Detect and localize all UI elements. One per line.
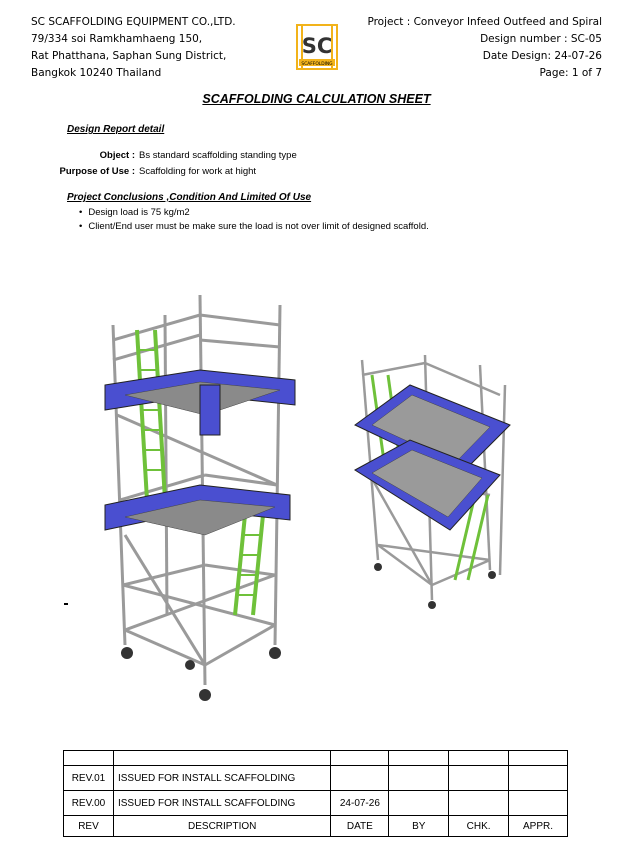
- header-by: BY: [389, 816, 449, 837]
- object-value: Bs standard scaffolding standing type: [139, 150, 297, 161]
- empty-cell: [331, 751, 389, 766]
- company-address-line-1: 79/334 soi Ramkhamhaeng 150,: [31, 33, 203, 45]
- rev-cell: REV.00: [64, 791, 114, 816]
- header-appr: APPR.: [509, 816, 568, 837]
- purpose-label: Purpose of Use :: [59, 166, 135, 177]
- conclusions-list: [79, 206, 429, 234]
- logo-letters: SC: [301, 34, 333, 58]
- wheels: [374, 563, 496, 609]
- design-report-heading: Design Report detail: [67, 124, 165, 135]
- table-row: [64, 791, 568, 816]
- by-cell: [389, 791, 449, 816]
- header-description: DESCRIPTION: [113, 816, 330, 837]
- ladder-lower: [235, 515, 263, 615]
- header-date: DATE: [331, 816, 389, 837]
- logo-caption: SCAFFOLDING: [301, 62, 333, 67]
- date-design: Date Design: 24-07-26: [482, 50, 602, 62]
- empty-cell: [449, 751, 509, 766]
- chk-cell: [449, 766, 509, 791]
- page-number: Page: 1 of 7: [539, 67, 602, 79]
- by-cell: [389, 766, 449, 791]
- header-chk: CHK.: [449, 816, 509, 837]
- empty-cell: [509, 751, 568, 766]
- company-name: SC SCAFFOLDING EQUIPMENT CO.,LTD.: [31, 16, 236, 28]
- purpose-value: Scaffolding for work at hight: [139, 166, 257, 177]
- description-cell: ISSUED FOR INSTALL SCAFFOLDING: [113, 791, 330, 816]
- appr-cell: [509, 766, 568, 791]
- empty-cell: [389, 751, 449, 766]
- list-item: • Design load is 75 kg/m2: [79, 206, 429, 220]
- company-address-line-3: Bangkok 10240 Thailand: [31, 67, 162, 79]
- project-block: [367, 14, 602, 82]
- stray-mark: [64, 603, 68, 605]
- company-block: [31, 14, 236, 82]
- scaffold-front-view-drawing: [95, 285, 310, 705]
- table-row: [64, 766, 568, 791]
- revision-table: [63, 750, 568, 837]
- company-logo: [296, 24, 338, 70]
- design-number: Design number : SC-05: [480, 33, 602, 45]
- conclusions-heading: Project Conclusions ,Condition And Limited Of Use: [67, 192, 312, 203]
- table-header-row: [64, 816, 568, 837]
- upper-platform: [105, 370, 295, 435]
- empty-cell: [64, 751, 114, 766]
- empty-cell: [113, 751, 330, 766]
- rev-cell: REV.01: [64, 766, 114, 791]
- list-item: • Client/End user must be make sure the load is not over limit of designed scaffold.: [79, 220, 429, 234]
- header-rev: REV: [64, 816, 114, 837]
- wheels: [121, 647, 281, 701]
- description-cell: ISSUED FOR INSTALL SCAFFOLDING: [113, 766, 330, 791]
- table-row: [64, 751, 568, 766]
- scaffold-iso-view-drawing: [350, 345, 520, 610]
- date-cell: [331, 766, 389, 791]
- chk-cell: [449, 791, 509, 816]
- page-title: SCAFFOLDING CALCULATION SHEET: [202, 92, 431, 106]
- project-name: Project : Conveyor Infeed Outfeed and Spiral: [367, 16, 602, 28]
- company-address-line-2: Rat Phatthana, Saphan Sung District,: [31, 50, 227, 62]
- object-label: Object :: [99, 150, 135, 161]
- date-cell: 24-07-26: [331, 791, 389, 816]
- appr-cell: [509, 791, 568, 816]
- ladder-upper: [137, 330, 165, 500]
